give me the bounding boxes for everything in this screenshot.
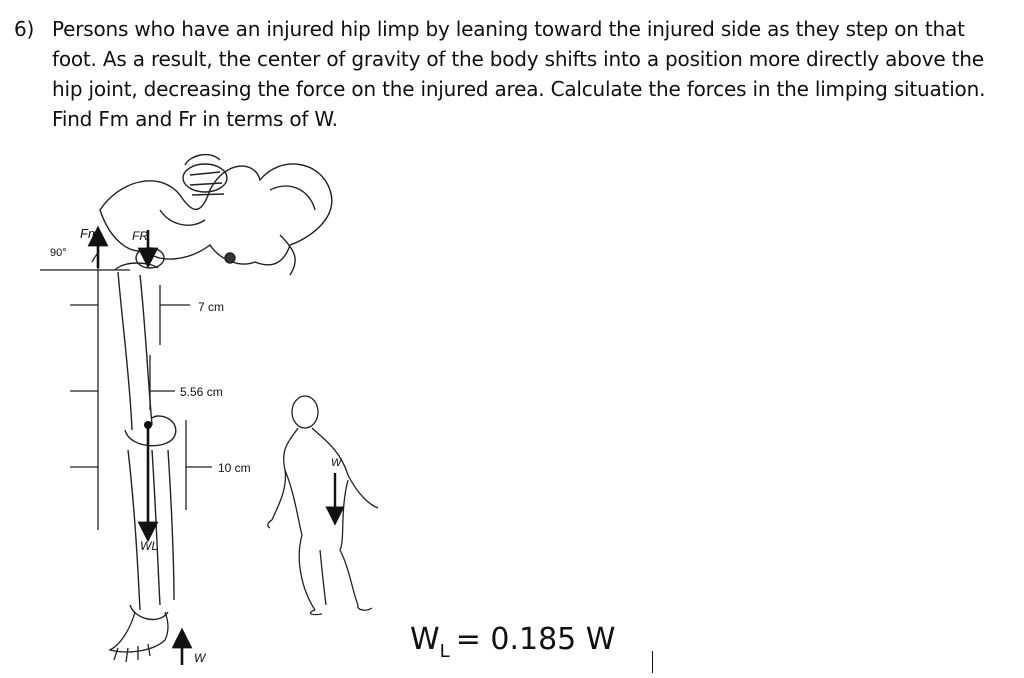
problem-text: Persons who have an injured hip limp by leaning toward the injured side as they step on that foot. As a result, the center of gravity of the body shifts into a position more directly above the hip joint, decreasing the force on the injured area. Calculate the forces in the limping situation. Find Fm and Fr in terms of W.: [52, 17, 986, 131]
problem-statement: [14, 14, 1004, 134]
equation-w: W: [410, 622, 440, 657]
fm-label: Fm: [80, 226, 99, 241]
weight-leg-equation: [410, 622, 616, 662]
equation-subscript: L: [439, 641, 450, 662]
fr-label: FR: [132, 229, 148, 243]
diagram-svg: [40, 150, 480, 670]
dimension-10cm: 10 cm: [218, 461, 251, 475]
wl-label: WL: [140, 539, 158, 553]
problem-number: 6): [14, 17, 35, 41]
dimension-5-56cm: 5.56 cm: [180, 385, 223, 399]
body-w-label: W: [331, 457, 342, 469]
tibia-drawing: [128, 450, 174, 619]
dimension-7cm: 7 cm: [198, 300, 225, 314]
equation-rest: = 0.185 W: [455, 622, 616, 657]
hip-leg-diagram: [40, 150, 480, 670]
femur-drawing: [115, 248, 176, 446]
ground-w-label: W: [194, 651, 206, 665]
text-cursor: [652, 651, 653, 673]
pelvis-drawing: [100, 155, 332, 275]
angle-label: 90°: [50, 247, 67, 259]
wl-center-dot: [144, 421, 152, 429]
human-figure-drawing: [268, 396, 378, 615]
foot-drawing: [110, 612, 168, 662]
